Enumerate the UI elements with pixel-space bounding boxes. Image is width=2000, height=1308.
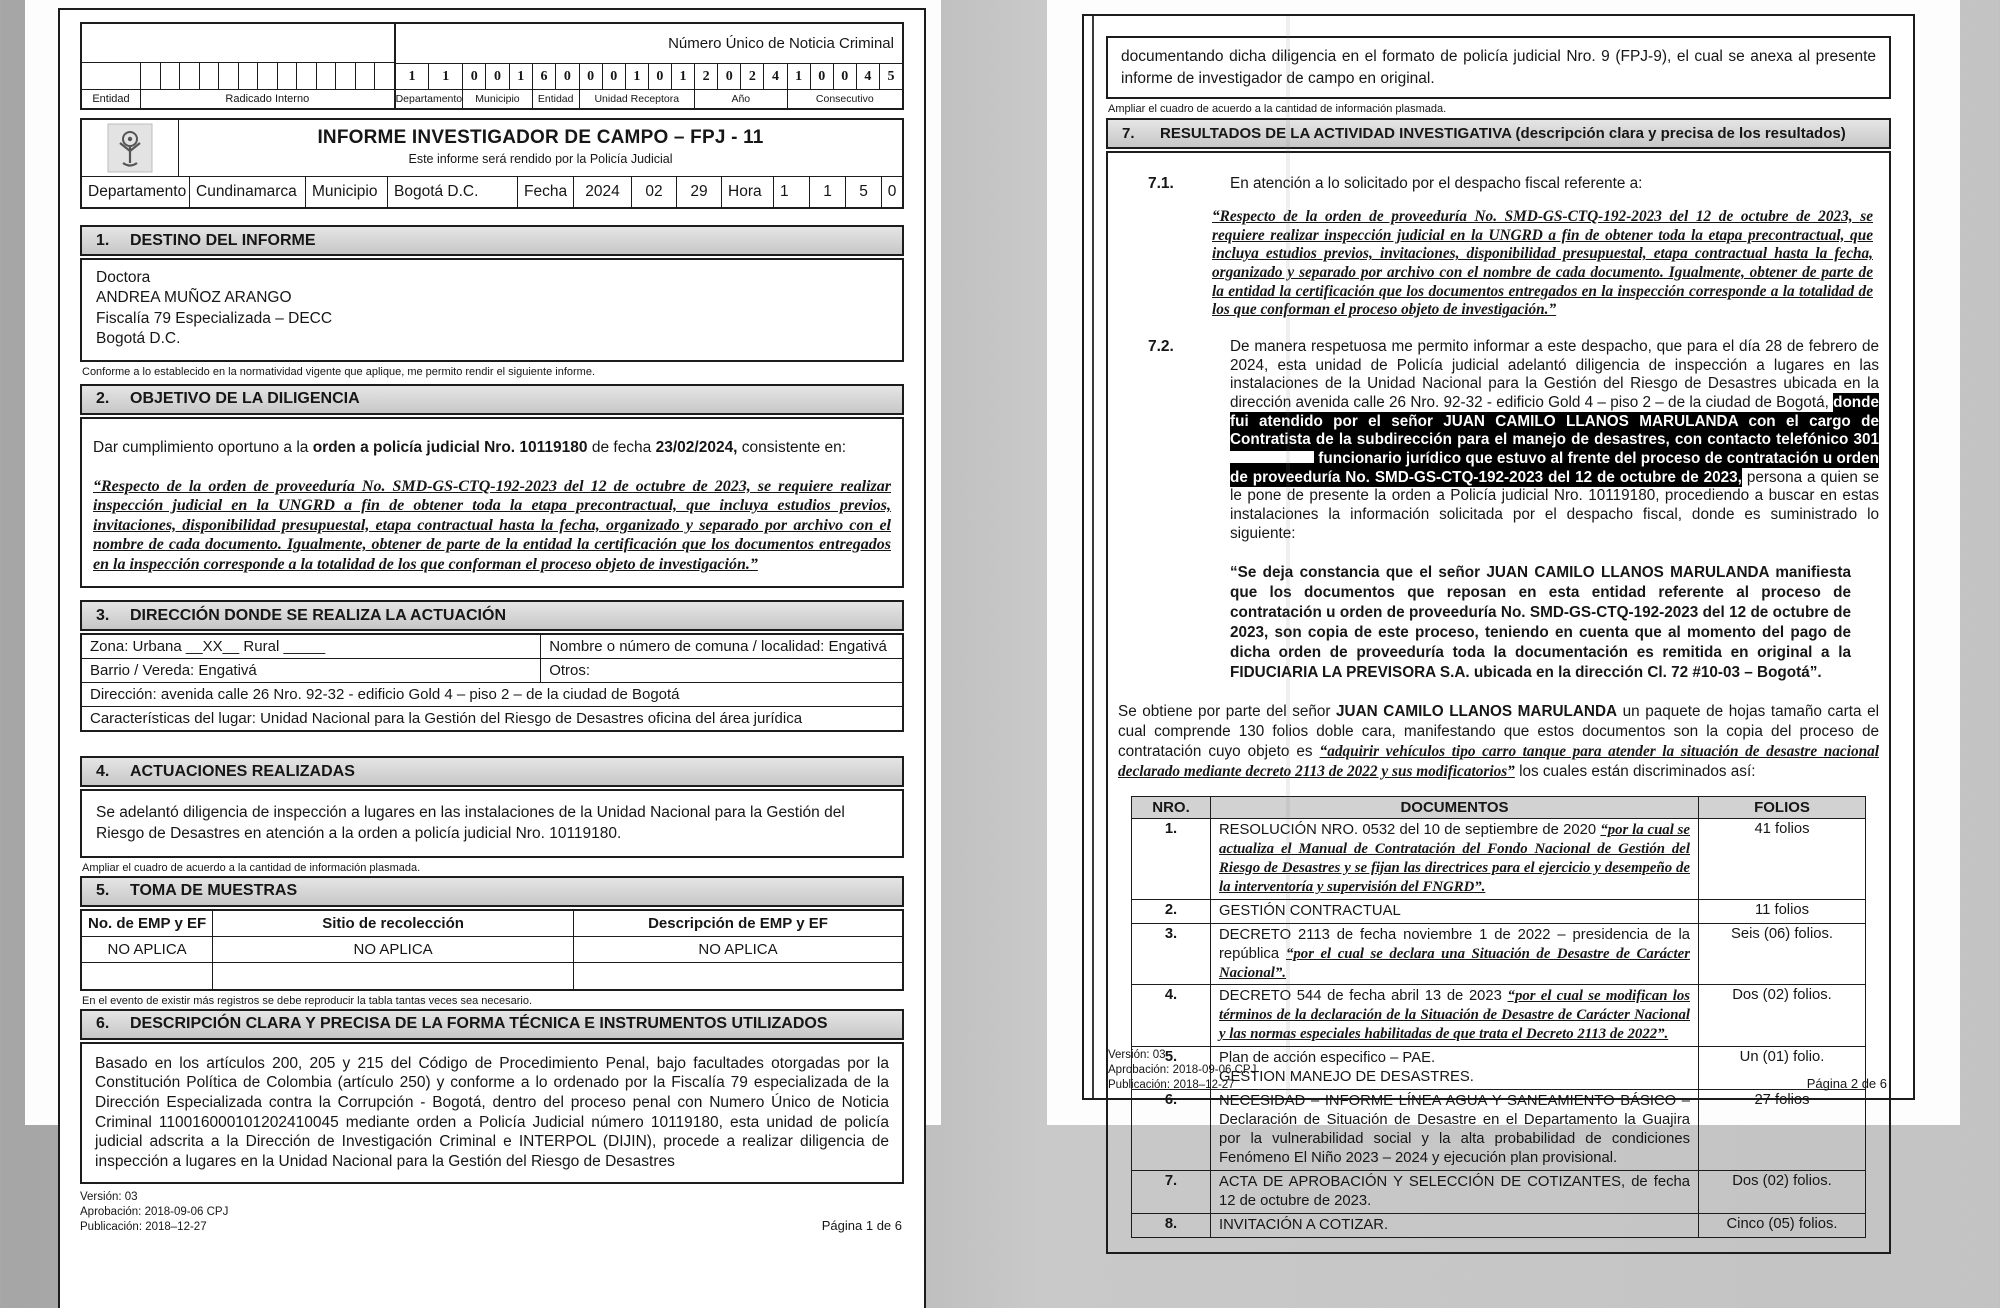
nunc-digit-cell: 6 xyxy=(533,64,556,89)
section-2-body xyxy=(80,417,904,589)
radicado-cell xyxy=(258,63,278,89)
fiscalia-crest-icon xyxy=(107,123,153,173)
nunc-group-label: Año xyxy=(731,93,751,105)
person-name-text: JUAN CAMILO LLANOS MARULANDA xyxy=(1336,703,1618,721)
section-5-header xyxy=(80,876,904,907)
document-page-1 xyxy=(58,8,926,1308)
objective-intro xyxy=(93,439,891,457)
addressee-line: ANDREA MUÑOZ ARANGO xyxy=(96,289,292,307)
document-text: Plan de acción especifico – PAE. xyxy=(1219,1050,1436,1067)
radicado-empty-row xyxy=(82,24,394,63)
form-title-block xyxy=(179,120,902,176)
radicado-cell xyxy=(336,63,356,89)
document-text: RESOLUCIÓN NRO. 0532 del 10 de septiembre de 2020 xyxy=(1219,821,1601,838)
radicado-cell xyxy=(297,63,317,89)
document-quote-text: “por el cual se modifican los términos de la declaración de la Situación de Desastre de Carácter Nacional y las normas especiales habilitadas de que trata el Decreto 2113 de 2022”. xyxy=(1219,988,1690,1043)
section-3-header xyxy=(80,600,904,631)
nunc-group-cells xyxy=(463,64,532,90)
nunc-group-cells xyxy=(788,64,902,90)
emp-header: No. de EMP y EF xyxy=(82,911,213,936)
document-folios-cell: 27 folios xyxy=(1699,1090,1866,1171)
documentos-column-header: DOCUMENTOS xyxy=(1211,796,1699,818)
radicado-cell xyxy=(278,63,298,89)
continuation-box: documentando dicha diligencia en el formato de policía judicial Nro. 9 (FPJ-9), el cual se anexa al presente informe de investigador de campo en original. xyxy=(1106,36,1891,99)
caracteristicas-cell: Características del lugar: Unidad Nacional para la Gestión del Riesgo de Desastres oficina del área jurídica xyxy=(90,710,803,728)
document-folios-cell: Dos (02) folios. xyxy=(1699,985,1866,1047)
order-date-text: 23/02/2024, xyxy=(655,438,738,456)
nunc-group-cells xyxy=(533,64,579,90)
publicacion-row xyxy=(1108,1078,1889,1093)
addressee-line: Bogotá D.C. xyxy=(96,330,181,348)
p72-post-text: persona a quien se le pone de presente la orden a Policía judicial Nro. 10119180, procediendo a buscar en estas instalaciones la información solicitada por el despacho fiscal, donde es suministrado lo siguiente: xyxy=(1230,468,1880,542)
section-1-number: 1. xyxy=(96,231,110,249)
document-row xyxy=(1132,818,1866,899)
document-row xyxy=(1132,899,1866,923)
paragraph-7-1-text: En atención a lo solicitado por el despacho fiscal referente a: xyxy=(1230,175,1643,193)
form-title: INFORME INVESTIGADOR DE CAMPO – FPJ - 11 xyxy=(317,127,764,148)
intro-text: consistente en: xyxy=(737,438,847,456)
nunc-digit-cell: 1 xyxy=(626,64,649,89)
obtiene-paragraph xyxy=(1118,702,1879,782)
note-ampliar-2: Ampliar el cuadro de acuerdo a la cantidad de información plasmada. xyxy=(1108,103,1447,116)
nunc-digit-cell: 5 xyxy=(887,68,895,84)
note-normatividad: Conforme a lo establecido en la normatividad vigente que aplique, me permito rendir el siguiente informe. xyxy=(82,365,596,378)
section-7-number: 7. xyxy=(1122,125,1135,143)
barrio-cell: Barrio / Vereda: Engativá xyxy=(82,659,541,682)
table-row xyxy=(82,659,902,683)
radicado-cell xyxy=(180,63,200,89)
departamento-label: Departamento xyxy=(82,177,190,207)
empty-cell xyxy=(574,963,902,989)
comuna-cell: Nombre o número de comuna / localidad: Engativá xyxy=(549,638,887,656)
nunc-group-cells xyxy=(695,64,787,90)
descripcion-header: Descripción de EMP y EF xyxy=(648,914,828,932)
radicado-cell xyxy=(317,63,337,89)
fecha-month-cell: 02 xyxy=(632,177,677,207)
nunc-digit-cell: 4 xyxy=(772,68,779,84)
addressee-line: Fiscalía 79 Especializada – DECC xyxy=(96,309,333,327)
document-row xyxy=(1132,923,1866,985)
municipio-label: Municipio xyxy=(306,177,388,207)
redaction-box xyxy=(1230,451,1314,463)
note-ampliar: Ampliar el cuadro de acuerdo a la cantidad de información plasmada. xyxy=(82,861,421,874)
document-nro-cell: 3. xyxy=(1132,923,1211,985)
emp-value: NO APLICA xyxy=(82,937,213,962)
radicado-cells xyxy=(82,63,394,90)
hora-cell: 1 xyxy=(774,177,810,207)
section-6-body: Basado en los artículos 200, 205 y 215 del Código de Procedimiento Penal, bajo facultades otorgadas por la Constitución Política de Colombia (artículo 250) y conforme a lo ordenado por la Fiscalía 79 especializada de la Dirección Especializada contra la Corrupción - Bogotá, dentro del proceso penal con Numero Único de Noticia Criminal 110016000101202410045 mediante orden a Policía Judicial número 10119180, esta unidad de policía judicial adscrita a la Dirección de Investigación Criminal e INTERPOL (DIJIN), procede a realizar diligencia de inspección a lugares en la Unidad Nacional para la Gestión del Riesgo de Desastres xyxy=(80,1042,904,1184)
nunc-group-label: Consecutivo xyxy=(815,93,874,105)
nunc-digit-cell: 1 xyxy=(396,64,430,89)
document-text: DECRETO 2113 de fecha noviembre 1 de 2022 – presidencia de la república xyxy=(1219,926,1690,962)
nunc-group xyxy=(396,64,464,108)
nunc-digit-cell: 1 xyxy=(517,68,525,84)
section-3-table xyxy=(80,633,904,732)
document-text: GESTION MANEJO DE DESASTRES. xyxy=(1219,1069,1474,1086)
document-description-cell xyxy=(1211,899,1699,923)
aprobacion-line: Aprobación: 2018-09-06 CPJ xyxy=(1108,1064,1257,1077)
nunc-header-table xyxy=(80,22,904,110)
table-row xyxy=(82,937,902,963)
form-header-table xyxy=(80,118,904,209)
document-nro-cell: 2. xyxy=(1132,899,1211,923)
form-header-bottom-row xyxy=(82,177,902,207)
document-description-cell xyxy=(1211,1170,1699,1213)
paragraph-7-2-text xyxy=(1230,338,1879,543)
intro-text: Dar cumplimiento oportuno a la xyxy=(93,438,313,456)
document-nro-cell: 1. xyxy=(1132,818,1211,899)
page-2-footer xyxy=(1108,1048,1889,1093)
hora-label: Hora xyxy=(722,177,774,207)
note-registros: En el evento de existir más registros se debe reproducir la tabla tantas veces sea necesario. xyxy=(82,994,533,1007)
document-nro-cell: 7. xyxy=(1132,1170,1211,1213)
section-5-number: 5. xyxy=(96,882,110,900)
document-nro-cell: 5. xyxy=(1132,1047,1211,1090)
section-1-body xyxy=(80,258,904,362)
nunc-digit-groups xyxy=(396,64,902,108)
table-row xyxy=(82,635,902,659)
nunc-group xyxy=(788,64,902,108)
nunc-digit-cell: 1 xyxy=(788,64,811,89)
nunc-group-label: Entidad xyxy=(537,93,574,105)
document-description-cell xyxy=(1211,1090,1699,1171)
obtiene-text: Se obtiene por parte del señor xyxy=(1118,703,1337,721)
page-1-footer xyxy=(80,1190,904,1235)
section-3-title: DIRECCIÓN DONDE SE REALIZA LA ACTUACIÓN xyxy=(130,606,506,624)
nunc-digit-cell: 0 xyxy=(834,64,857,89)
constancia-quote: “Se deja constancia que el señor JUAN CAMILO LLANOS MARULANDA manifiesta que los documentos que reposan en esta entidad referente al proceso de contratación u orden de proveeduría No. SMD-GS-CTQ-192-2023 del 12 de octubre de 2023, son copia de este proceso, teniendo en cuenta que al momento del pago de dicha orden de proveeduría toda la documentación es remitida en original a la FIDUCIARIA LA PREVISORA S.A. ubicada en la dirección Cl. 72 #10-03 – Bogotá”. xyxy=(1230,564,1851,681)
sitio-value: NO APLICA xyxy=(213,937,574,962)
radicado-cell xyxy=(219,63,239,89)
nunc-group-label: Departamento xyxy=(395,93,463,105)
fecha-day-cell: 29 xyxy=(677,177,722,207)
paragraph-7-1-number: 7.1. xyxy=(1148,175,1174,193)
municipio-value: Bogotá D.C. xyxy=(388,177,518,207)
document-nro-cell: 4. xyxy=(1132,985,1211,1047)
section-2-number: 2. xyxy=(96,390,110,408)
nunc-digit-cell: 2 xyxy=(741,64,764,89)
document-nro-cell: 8. xyxy=(1132,1213,1211,1237)
version-line: Versión: 03 xyxy=(1108,1049,1166,1062)
document-text: DECRETO 544 de fecha abril 13 de 2023 xyxy=(1219,988,1508,1005)
nunc-digit-cell: 0 xyxy=(649,64,672,89)
nunc-digit-cell: 0 xyxy=(580,64,603,89)
page-number: Página 1 de 6 xyxy=(821,1217,902,1233)
table-empty-row xyxy=(82,963,902,989)
documents-table-body xyxy=(1132,818,1866,1237)
aprobacion-line: Aprobación: 2018-09-06 CPJ xyxy=(80,1205,229,1218)
addressee-line: Doctora xyxy=(96,269,151,286)
empty-cell xyxy=(213,963,574,989)
sitio-header: Sitio de recolección xyxy=(213,911,574,936)
nunc-number-block xyxy=(396,24,902,108)
nunc-title: Número Único de Noticia Criminal xyxy=(396,24,902,64)
nunc-group-cells xyxy=(396,64,463,90)
radicado-cell xyxy=(356,63,376,89)
order-quote: “Respecto de la orden de proveeduría No. SMD-GS-CTQ-192-2023 del 12 de octubre de 2023, se requiere realizar inspección judicial en la UNGRD a fin de obtener toda la etapa precontractual, que incluya estudios previos, invitaciones, disponibilidad presupuestal, etapa contractual hasta la fecha, organizado y separado por archivo con el nombre de cada documento. Igualmente, obtener de parte de la entidad la certificación que los documentos entregados en la inspección corresponde a la totalidad de los que conforman el proceso objeto de investigación.” xyxy=(93,477,891,573)
document-folios-cell: Dos (02) folios. xyxy=(1699,1170,1866,1213)
document-quote-text: “por la cual se actualiza el Manual de Contratación del Fondo Nacional de Gestión del Riesgo de Desastres y se fijan las directrices para el ejercicio y desempeño de la interventoría y supervisión del FNGRD”. xyxy=(1219,821,1690,895)
publicacion-line: Publicación: 2018–12-27 xyxy=(80,1220,207,1233)
radicado-cell xyxy=(161,63,181,89)
fecha-label: Fecha xyxy=(518,177,574,207)
entidad-cell xyxy=(82,63,141,89)
nunc-group xyxy=(463,64,533,108)
form-header-top-row xyxy=(82,120,902,177)
fecha-year-cell: 2024 xyxy=(574,177,632,207)
document-description-cell xyxy=(1211,818,1699,899)
section-4-title: ACTUACIONES REALIZADAS xyxy=(130,762,355,780)
document-folios-cell: Un (01) folio. xyxy=(1699,1047,1866,1090)
p72-pre-text: De manera respetuosa me permito informar a este despacho, que para el día 28 de febrero de 2024, esta unidad de Policía judicial adelantó diligencia de inspección a lugares en las instalaciones de la Unidad Nacional para la Gestión del Riesgo de Desastres ubicada en la dirección avenida calle 26 Nro. 92-32 - edificio Gold 4 – piso 2 – de la ciudad de Bogotá, xyxy=(1230,337,1879,411)
section-5-table xyxy=(80,909,904,991)
section-4-number: 4. xyxy=(96,762,110,780)
section-3-number: 3. xyxy=(96,606,110,624)
radicado-interno-label: Radicado Interno xyxy=(225,93,310,105)
otros-cell: Otros: xyxy=(549,662,591,680)
hora-cell: 1 xyxy=(810,177,846,207)
document-text: GESTIÓN CONTRACTUAL xyxy=(1219,902,1401,919)
nunc-digit-cell: 0 xyxy=(463,64,486,89)
radicado-labels xyxy=(82,90,394,108)
paragraph-7-2-number: 7.2. xyxy=(1148,337,1174,355)
documents-table-header-row xyxy=(1132,796,1866,818)
section-7-title: RESULTADOS DE LA ACTIVIDAD INVESTIGATIVA (descripción clara y precisa de los resultados) xyxy=(1160,125,1846,143)
nunc-digit-cell: 0 xyxy=(486,64,509,89)
order-number-text: orden a policía judicial Nro. 10119180 xyxy=(312,438,588,456)
paragraph-7-2-row xyxy=(1118,338,1879,543)
document-folios-cell: Seis (06) folios. xyxy=(1699,923,1866,985)
document-row xyxy=(1132,1213,1866,1237)
document-row xyxy=(1132,1090,1866,1171)
document-description-cell xyxy=(1211,923,1699,985)
nunc-digit-cell: 0 xyxy=(718,64,741,89)
section-2-header xyxy=(80,384,904,415)
radicado-cell xyxy=(239,63,259,89)
form-subtitle: Este informe será rendido por la Policía Judicial xyxy=(408,152,673,166)
section-2-title: OBJETIVO DE LA DILIGENCIA xyxy=(130,390,360,408)
version-line: Versión: 03 xyxy=(80,1190,138,1203)
radicado-cell xyxy=(375,63,394,89)
section-6-title: DESCRIPCIÓN CLARA Y PRECISA DE LA FORMA TÉCNICA E INSTRUMENTOS UTILIZADOS xyxy=(130,1015,828,1033)
nunc-group xyxy=(533,64,580,108)
section-6-number: 6. xyxy=(96,1015,110,1033)
document-text: INVITACIÓN A COTIZAR. xyxy=(1219,1216,1389,1233)
section-5-title: TOMA DE MUESTRAS xyxy=(130,882,298,900)
document-folios-cell: 11 folios xyxy=(1699,899,1866,923)
document-folios-cell: Cinco (05) folios. xyxy=(1699,1213,1866,1237)
nunc-group xyxy=(580,64,695,108)
zona-cell: Zona: Urbana __XX__ Rural _____ xyxy=(82,635,541,658)
document-text: ACTA DE APROBACIÓN Y SELECCIÓN DE COTIZANTES, de fecha 12 de octubre de 2023. xyxy=(1219,1173,1690,1209)
radicado-cell xyxy=(141,63,161,89)
radicado-cell xyxy=(200,63,220,89)
obtiene-text: los cuales están discriminados así: xyxy=(1514,763,1756,781)
object-quote-text: “adquirir vehículos tipo carro tanque para atender la situación de desastre nacional declarado mediante decreto 2113 de 2022 y sus modificatorios” xyxy=(1118,743,1880,781)
entidad-label: Entidad xyxy=(82,90,141,108)
nunc-digit-cell: 4 xyxy=(857,64,880,89)
section-4-body: Se adelantó diligencia de inspección a lugares en las instalaciones de la Unidad Nacional para la Gestión del Riesgo de Desastres en atención a la orden a policía judicial Nro. 10119180. xyxy=(80,789,904,857)
section-4-header xyxy=(80,756,904,787)
obtiene-text: un paquete de hojas tamaño carta el cual comprende 130 folios doble cara, manifestando que estos documentos son la copia del proceso de contratación cuyo objeto es xyxy=(1118,703,1879,761)
hora-cell: 0 xyxy=(887,183,897,200)
order-quote-7-1: “Respecto de la orden de proveeduría No. SMD-GS-CTQ-192-2023 del 12 de octubre de 2023, se requiere realizar inspección judicial en la UNGRD a fin de obtener toda la etapa precontractual, que incluya estudios previos, invitaciones, disponibilidad presupuestal, etapa contractual hasta la fecha, organizado y separado por archivo con el nombre de cada documento. Igualmente, obtener de parte de la entidad la certificación que los documentos entregados en la inspección corresponde a la totalidad de los que conforman el proceso objeto de investigación.” xyxy=(1212,208,1873,319)
nunc-group-cells xyxy=(580,64,694,90)
document-quote-text: “por el cual se declara una Situación de Desastre de Carácter Nacional”. xyxy=(1219,945,1690,981)
descripcion-value: NO APLICA xyxy=(698,940,778,958)
document-page-2 xyxy=(1082,14,1915,1233)
document-text: NECESIDAD – INFORME LÍNEA AGUA Y SANEAMIENTO BÁSICO – Declaración de Situación de Desastre en el Departamento la Guajira por la vulnerabilidad social y la alta probabilidad de condiciones Fenómeno El Niño 2023 – 2024 y ejecución plan provisional. xyxy=(1219,1093,1690,1166)
paragraph-7-1-row xyxy=(1118,175,1879,194)
section-1-title: DESTINO DEL INFORME xyxy=(130,231,316,249)
radicado-interno-block xyxy=(82,24,396,108)
nunc-digit-cell: 0 xyxy=(603,64,626,89)
nunc-digit-cell: 2 xyxy=(695,64,718,89)
document-nro-cell: 6. xyxy=(1132,1090,1211,1171)
nunc-digit-cell: 0 xyxy=(811,64,834,89)
intro-text: de fecha xyxy=(587,438,656,456)
section-6-header xyxy=(80,1009,904,1040)
nunc-digit-cell: 1 xyxy=(442,68,450,84)
documents-table xyxy=(1131,796,1866,1238)
document-folios-cell: 41 folios xyxy=(1699,818,1866,899)
document-description-cell xyxy=(1211,1213,1699,1237)
hora-cell: 5 xyxy=(846,177,882,207)
departamento-value: Cundinamarca xyxy=(190,177,306,207)
section-7-header xyxy=(1106,118,1891,149)
nunc-digit-cell: 1 xyxy=(679,68,687,84)
nunc-group-label: Municipio xyxy=(475,93,520,105)
direccion-cell: Dirección: avenida calle 26 Nro. 92-32 - edificio Gold 4 – piso 2 – de la ciudad de Bogotá xyxy=(82,683,902,707)
fiscalia-logo-cell xyxy=(82,120,179,176)
nro-column-header: NRO. xyxy=(1132,796,1211,818)
publicacion-line: Publicación: 2018–12-27 xyxy=(1108,1079,1235,1092)
table-header-row xyxy=(82,911,902,937)
document-row xyxy=(1132,1170,1866,1213)
empty-cell xyxy=(82,963,213,989)
section-1-header xyxy=(80,225,904,256)
p72-highlight-2: funcionario jurídico que estuvo al frente del proceso de contratación u orden de proveeduría No. SMD-GS-CTQ-192-2023 del 12 de octubre de 2023, xyxy=(1230,449,1879,486)
document-description-cell xyxy=(1211,985,1699,1047)
folios-column-header: FOLIOS xyxy=(1699,796,1866,818)
nunc-digit-cell: 0 xyxy=(563,68,571,84)
page-number: Página 2 de 6 xyxy=(1806,1076,1887,1092)
nunc-group xyxy=(695,64,788,108)
document-row xyxy=(1132,985,1866,1047)
nunc-group-label: Unidad Receptora xyxy=(594,93,680,105)
p72-highlight-1: donde fui atendido por el señor JUAN CAMILO LLANOS MARULANDA con el cargo de Contratista de la subdirección para el manejo de desastres, con contacto telefónico 301 xyxy=(1230,393,1879,449)
